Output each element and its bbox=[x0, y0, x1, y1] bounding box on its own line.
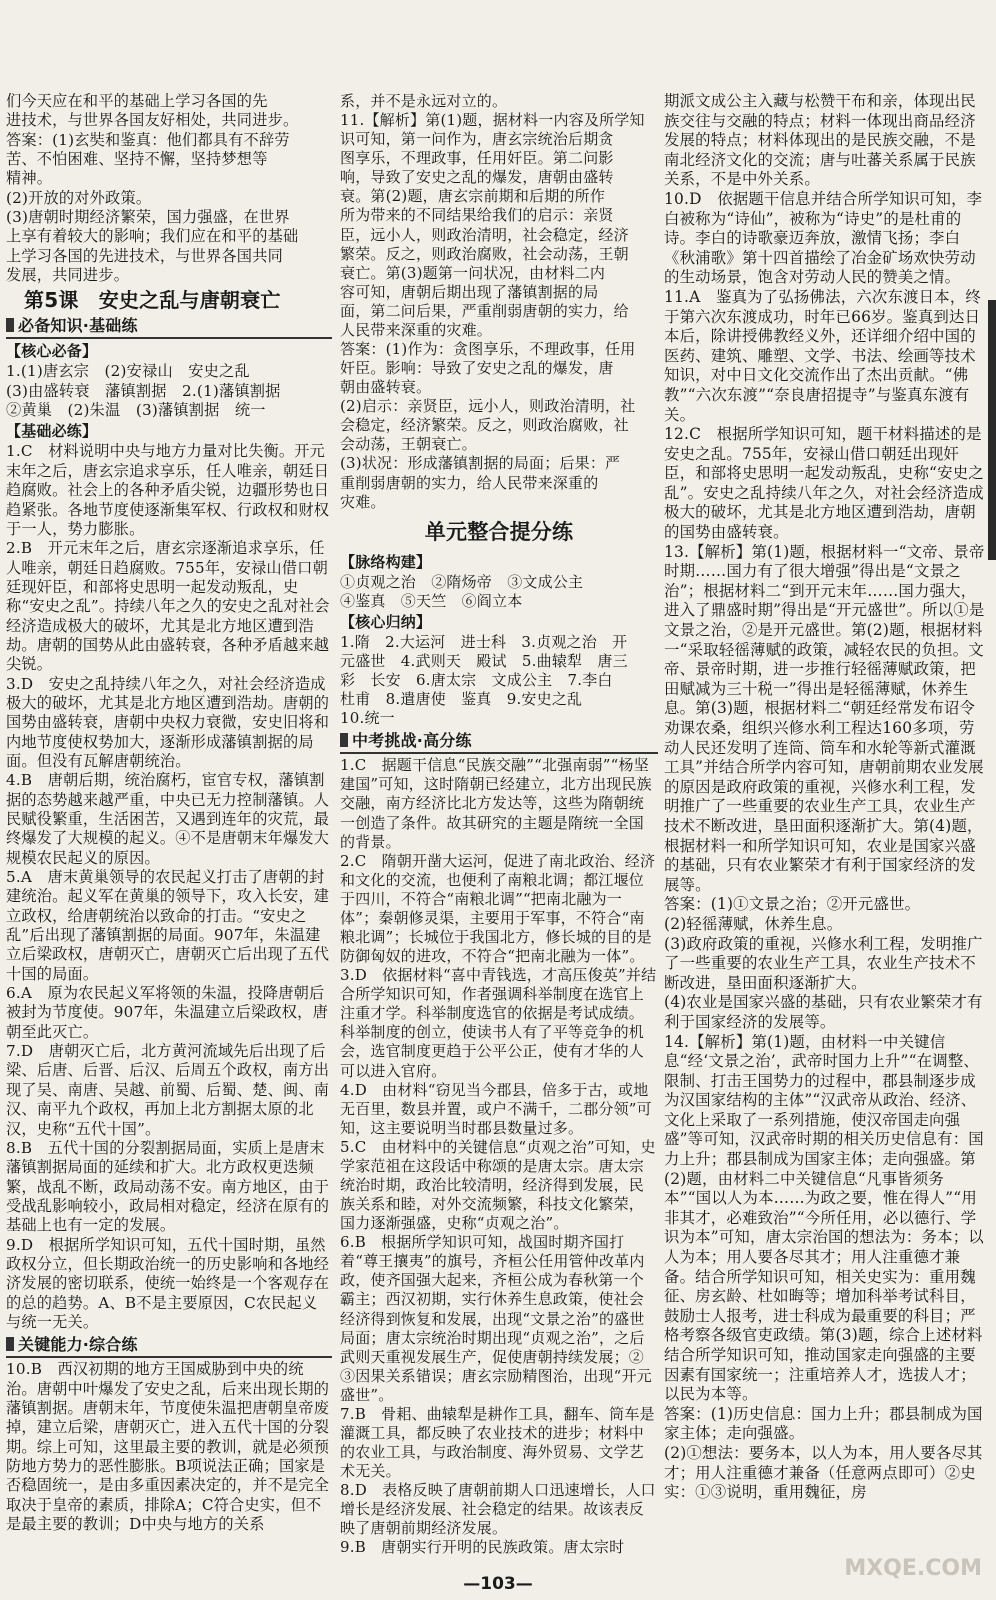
question-list bbox=[664, 190, 988, 895]
answer-line: 10.统一 bbox=[340, 709, 395, 728]
question-answer: 3.D 依据材料“喜中青钱选，才高压俊英”并结合所学知识可知，作者强调科举制度在选官上注重才学。科举制度选官的依据是考试成绩。科举制度的创立，使读书人有了平等竞争的机会，选官制度更趋于公平公正，使有才华的人可以进入官府。 bbox=[340, 966, 657, 1080]
tag-core: 【核心必备】 bbox=[6, 342, 98, 361]
analysis-line: 人民带来深重的灾难。 bbox=[340, 320, 493, 339]
network-answers bbox=[340, 573, 658, 611]
continued-text: 期派文成公主入藏与松赞干布和亲，体现出民族交往与交融的特点；材料一体现出商品经济发展的特点；材料体现出的是民族交融，不是南北经济文化的交流；唐与吐蕃关系属于民族关系，不是中外关系。 bbox=[664, 92, 976, 189]
continued-text: 系，并不是永远对立的。 bbox=[340, 92, 508, 110]
tag-network: 【脉络构建】 bbox=[340, 552, 432, 571]
text-line: 进技术，与世界各国友好相处，共同进步。 bbox=[6, 111, 299, 130]
question-answer: 2.B 开元末年之后，唐玄宗逐渐追求享乐，任人唯亲，朝廷日趋腐败。755年，安禄山借口朝廷现奸臣，和部将史思明一起发动叛乱，史称“安史之乱”。持续八年之久的安史之乱对社会经济造成极大的破坏，尤其是北方地区遭到浩劫。唐朝的国势从此由盛转衰，各种矛盾越来越尖锐。 bbox=[6, 539, 330, 674]
question-answer: 3.D 安史之乱持续八年之久，对社会经济造成极大的破坏，尤其是北方地区遭到浩劫。唐朝的国势由盛转衰，唐朝中央权力衰微，安史旧将和内地节度使权势加大，逐渐形成藩镇割据的局面。但没有瓦解唐朝统治。 bbox=[6, 674, 330, 770]
answer-line: 答案：(1)作为：贪图享乐，不理政事，任用 bbox=[340, 340, 636, 359]
question-answer: 1.C 据题干信息“民族交融”“北强南弱”“杨坚建国”可知，这时隋朝已经建立，北方出现民族交融，南方经济比北方发达等，这些为隋朝统一创造了条件。故其研究的主题是隋统一全国的背景。 bbox=[340, 756, 652, 851]
question-list bbox=[340, 756, 658, 1557]
analysis-line: 容可知，唐朝后期出现了藩镇割据的局 bbox=[340, 282, 599, 301]
question-answer: 5.A 唐末黄巢领导的农民起义打击了唐朝的封建统治。起义军在黄巢的领导下，攻入长安，建立政权，给唐朝统治以致命的打击。“安史之乱”后出现了藩镇割据的局面。907年，朱温建立后梁政权，唐朝灭亡，唐朝灭亡后出现了五代十国的局面。 bbox=[6, 868, 330, 983]
answer-line: 会动荡，王朝衰亡。 bbox=[340, 435, 477, 454]
analysis-line: 图享乐，不理政事，任用奸臣。第二问影 bbox=[340, 149, 614, 168]
section-marker-icon bbox=[6, 318, 14, 332]
page-number: —103— bbox=[463, 1574, 533, 1594]
answer-line: 答案：(1)历史信息：国力上升；郡县制成为国家主体；走向强盛。 bbox=[664, 1404, 983, 1443]
text-line: 精神。 bbox=[6, 169, 53, 188]
question-11-answer bbox=[340, 340, 658, 512]
answer-line: (3)状况：形成藩镇割据的局面；后果：严 bbox=[340, 454, 621, 473]
question-answer: 8.D 表格反映了唐朝前期人口迅速增长，人口增长是经济发展、社会稳定的结果。故该表反映了唐朝前期经济发展。 bbox=[340, 1481, 656, 1538]
answer-line: ①贞观之治 ②隋炀帝 ③文成公主 bbox=[340, 572, 584, 591]
analysis-line: 衰亡。第(3)题第一问状况，由材料二内 bbox=[340, 263, 606, 282]
text-line: (2)开放的对外政策。 bbox=[6, 188, 152, 207]
answer-line: (2)启示：亲贤臣，远小人，则政治清明，社 bbox=[340, 397, 636, 416]
section-marker-icon bbox=[340, 733, 348, 747]
question-answer: 6.B 根据所学知识可知，战国时期齐国打着“尊王攘夷”的旗号，齐桓公任用管仲改革内政，使齐国强大起来，齐桓公成为春秋第一个霸主；西汉初期，实行休养生息政策，使社会经济得到恢复和发展，出现“文景之治”的盛世局面；唐太宗统治时期出现“贞观之治”，之后武则天重视发展生产，促使唐朝持续发展；②③因果关系错误；唐玄宗励精图治，出现“开元盛世”。 bbox=[340, 1233, 652, 1404]
watermark: MXQE.COM bbox=[844, 1556, 982, 1581]
question-13-answer bbox=[664, 895, 988, 1032]
answer-line: 朝由盛转衰。 bbox=[340, 378, 432, 397]
answer-line: ④鉴真 ⑤天竺 ⑥阎立本 bbox=[340, 591, 523, 610]
question-answer: 6.A 原为农民起义军将领的朱温，投降唐朝后被封为节度使。907年，朱温建立后梁政权，唐朝至此灭亡。 bbox=[6, 984, 328, 1041]
question-answer: 1.C 材料说明中央与地方力量对比失衡。开元末年之后，唐玄宗追求享乐，任人唯亲，朝廷日趋腐败。社会上的各种矛盾尖锐，边疆形势也日趋紧张。各地节度使逐渐集军权、行政权和财权于一人，势力膨胀。 bbox=[6, 442, 330, 538]
question-answer: 13.【解析】第(1)题，根据材料一“文帝、景帝时期……国力有了很大增强”得出是“文景之治”；根据材料二“到开元末年……国力强大，进入了鼎盛时期”得出是“开元盛世”。所以①是文景之治，②是开元盛世。第(2)题，根据材料一“采取轻徭薄赋的政策，减轻农民的负担。文帝、景帝时期，进一步推行轻徭薄赋政策，把田赋减为三十税一”得出是轻徭薄赋，休养生息。第(3)题，根据材料二“朝廷经常发布诏令劝课农桑，组织兴修水利工程达160多项，劳动人民还发明了连筒、筒车和水轮等新式灌溉工具”并结合所学内容可知，唐朝前期农业发展的原因是政府政策的重视，兴修水利工程，发明推广了一些重要的农业生产工具，农业生产技术不断改进，垦田面积逐渐扩大。第(4)题，根据材料一和所学知识可知，农业是国家兴盛的基础，只有农业繁荣才有利于国家经济的发展等。 bbox=[664, 542, 985, 894]
question-answer: 4.B 唐朝后期，统治腐朽，宦官专权，藩镇割据的态势越来越严重，中央已无力控制藩镇。人民赋役繁重，生活困苦，又遇到连年的灾荒，最终爆发了大规模的起义。④不是唐朝末年爆发大规模农民起义的原因。 bbox=[6, 771, 330, 867]
answer-line: 彩 长安 6.唐太宗 文成公主 7.李白 bbox=[340, 671, 613, 690]
text-line: 上学习各国的先进技术，与世界各国共同 bbox=[6, 246, 283, 265]
section-header-basic bbox=[6, 315, 332, 339]
answer-block-prev bbox=[6, 92, 332, 285]
analysis-line: 11.【解析】第(1)题，据材料一内容及所学知 bbox=[340, 111, 645, 130]
question-answer: 4.D 由材料“窃见当今郡县，倍多于古，或地无百里，数县并置，或户不满千，二郡分领”可知，这主要说明当时郡县数量过多。 bbox=[340, 1080, 652, 1137]
answer-line: 奸臣。影响：导致了安史之乱的爆发，唐 bbox=[340, 359, 614, 378]
section-header-key bbox=[6, 1334, 332, 1358]
analysis-line: 臣，远小人，则政治清明，社会稳定，经济 bbox=[340, 225, 629, 244]
answer-line: 杜甫 8.遣唐使 鉴真 9.安史之乱 bbox=[340, 690, 583, 709]
question-11 bbox=[340, 111, 658, 340]
analysis-line: 衰。第(2)题，唐玄宗前期和后期的所作 bbox=[340, 187, 606, 206]
column-middle bbox=[340, 92, 658, 1558]
question-answer: 5.C 由材料中的关键信息“贞观之治”可知，史学家范祖在这段话中称颂的是唐太宗。唐太宗统治时期，政治比较清明，经济得到发展，民族关系和睦，对外交流频繁，科技文化繁荣，国力逐渐强盛，史称“贞观之治”。 bbox=[340, 1137, 656, 1233]
text-line: 苦、不怕困难、坚持不懈，坚持梦想等 bbox=[6, 150, 268, 169]
text-line: 发展，共同进步。 bbox=[6, 266, 130, 285]
column-left bbox=[6, 92, 332, 1534]
answer-line: (2)轻徭薄赋，休养生息。 bbox=[664, 914, 843, 933]
text-line: (3)唐朝时期经济繁荣，国力强盛，在世界 bbox=[6, 208, 290, 227]
question-answer: 10.B 西汉初期的地方王国威胁到中央的统治。唐朝中叶爆发了安史之乱，后来出现长期的藩镇割据。唐朝末年，节度使朱温把唐朝皇帝废掉，建立后梁，唐朝灭亡，进入五代十国的分裂期。综上可知，这里最主要的教训，就是必须预防地方势力的恶性膨胀。B项说法正确；国家是否稳固统一，是由多重因素决定的，并不是完全取决于皇帝的素质，排除A；C符合史实，但不是最主要的教训；D中央与地方的关系 bbox=[6, 1360, 330, 1534]
answer-line: (3)政府政策的重视，兴修水利工程，发明推广了一些重要的农业生产工具，农业生产技术不断改进，垦田面积逐渐扩大。 bbox=[664, 934, 983, 992]
text-line: 上享有着较大的影响；我们应在和平的基础 bbox=[6, 227, 299, 246]
section-header-exam bbox=[340, 730, 658, 754]
lesson-title: 第5课 安史之乱与唐朝衰亡 bbox=[24, 288, 281, 313]
question-answer: 7.B 骨耜、曲辕犁是耕作工具，翻车、筒车是灌溉工具，都反映了农业技术的进步；材料中的农业工具，与政治制度、海外贸易、文学艺术无关。 bbox=[340, 1404, 655, 1481]
question-list bbox=[6, 442, 332, 1332]
text-line: 答案：(1)玄奘和鉴真：他们都具有不辞劳 bbox=[6, 130, 290, 149]
answer-line: 1.隋 2.大运河 进士科 3.贞观之治 开 bbox=[340, 632, 628, 651]
answer-line: 会稳定，经济繁荣。反之，则政治腐败，社 bbox=[340, 416, 629, 435]
question-answer: 9.B 唐朝实行开明的民族政策。唐太宗时 bbox=[340, 1538, 625, 1557]
analysis-line: 响，导致了安史之乱的爆发，唐朝由盛转 bbox=[340, 168, 614, 187]
question-answer: 11.A 鉴真为了弘扬佛法，六次东渡日本，终于第六次东渡成功，时年已66岁。鉴真到达日本后，除讲授佛教经义外，还详细介绍中国的医药、建筑、雕塑、文学、书法、绘画等技术知识，对中日文化交流作出了杰出贡献。“佛教”“六次东渡”“奈良唐招提寺”与鉴真东渡有关。 bbox=[664, 287, 982, 424]
core-answers bbox=[6, 362, 332, 420]
analysis-line: 面，第二问后果，严重削弱唐朝的实力，给 bbox=[340, 301, 629, 320]
question-answer: 10.D 依据题干信息并结合所学知识可知，李白被称为“诗仙”，被称为“诗史”的是杜甫的诗。李白的诗歌豪迈奔放，激情飞扬；李白《秋浦歌》第十四首描绘了冶金矿场欢快劳动的生动场景，饱含对劳动人民的赞美之情。 bbox=[664, 189, 983, 287]
answer-line: 灾难。 bbox=[340, 492, 386, 511]
answer-line: 重削弱唐朝的实力，给人民带来深重的 bbox=[340, 473, 599, 492]
answer-line: (4)农业是国家兴盛的基础，只有农业繁荣才有利于国家经济的发展等。 bbox=[664, 993, 983, 1031]
answer-line: (2)①想法：要务本，以人为本，用人要各尽其才；用人注重德才兼备（任意两点即可）②史实：①③说明，重用魏征，房 bbox=[664, 1443, 983, 1502]
text-line: 们今天应在和平的基础上学习各国的先 bbox=[6, 92, 268, 110]
question-answer: 7.D 唐朝灭亡后，北方黄河流域先后出现了后梁、后唐、后晋、后汉、后周五个政权，南方出现了吴、南唐、吴越、前蜀、后蜀、楚、闽、南汉、南平九个政权，再加上北方割据太原的北汉，史称“五代十国”。 bbox=[6, 1042, 330, 1138]
analysis-line: 繁荣。反之，则政治腐败，社会动荡，王朝 bbox=[340, 244, 629, 263]
column-right bbox=[664, 92, 988, 1503]
analysis-line: 所为带来的不同结果给我们的启示：亲贤 bbox=[340, 206, 614, 225]
analysis-line: 识可知，第一问作为，唐玄宗统治后期贪 bbox=[340, 130, 614, 149]
question-answer: 9.D 根据所学知识可知，五代十国时期，虽然政权分立，但长期政治统一的历史影响和各地经济发展的密切联系，使统一始终是一个客观存在的总的趋势。A、B不是主要原因，C农民起义与统一无关。 bbox=[6, 1235, 330, 1331]
section-label: 关键能力·综合练 bbox=[18, 1335, 138, 1355]
tag-summary: 【核心归纳】 bbox=[340, 612, 432, 631]
answer-line: 答案：(1)①文景之治；②开元盛世。 bbox=[664, 895, 921, 914]
tag-base: 【基础必练】 bbox=[6, 422, 98, 441]
answer-line: ②黄巢 (2)朱温 (3)藩镇割据 统一 bbox=[6, 401, 266, 420]
question-answer: 8.B 五代十国的分裂割据局面，实质上是唐末藩镇割据局面的延续和扩大。北方政权更迭频繁，战乱不断，政局动荡不安。南方地区，由于受战乱影响较小，政局相对稳定，经济在原有的基础上也有一定的发展。 bbox=[6, 1138, 330, 1235]
answer-line: (3)由盛转衰 藩镇割据 2.(1)藩镇割据 bbox=[6, 381, 281, 400]
summary-answers bbox=[340, 633, 658, 728]
answer-line: 1.(1)唐玄宗 (2)安禄山 安史之乱 bbox=[6, 362, 250, 381]
answer-line: 元盛世 4.武则天 殿试 5.曲辕犁 唐三 bbox=[340, 651, 628, 670]
question-14: 14.【解析】第(1)题，由材料一中关键信息“经‘文景之治’，武帝时国力上升”“在调整、限制、打击王国势力的过程中，郡县制逐步成为汉国家结构的主体”“汉武帝从政治、经济、文化上采取了一系列措施，使汉帝国走向强盛”等可知，汉武帝时期的相关历史信息有：国力上升；郡县制成为国家主体；走向强盛。第(2)题，由材料二中关键信息“凡事皆须务本”“国以人为本……为政之要，惟在得人”“用非其才，必难致治”“今所任用，必以德行、学识为本”可知，唐太宗治国的想法为：务本；以人为本；用人要各尽其才；用人注重德才兼备。结合所学知识可知，相关史实为：重用魏征、房玄龄、杜如晦等；增加科举考试科目，鼓励士人报考，进士科成为最重要的科目；严格考察各级官吏政绩。第(3)题，综合上述材料结合所学知识可知，推动国家走向强盛的主要因素有国家统一；注重培养人才，选拔人才；以民为本等。 bbox=[664, 1032, 984, 1404]
unit-title: 单元整合提分练 bbox=[424, 519, 574, 544]
question-answer: 12.C 根据所学知识可知，题干材料描述的是安史之乱。755年，安禄山借口朝廷出现奸臣，和部将史思明一起发动叛乱，史称“安史之乱”。安史之乱持续八年之久，对社会经济造成极大的破坏，尤其是北方地区遭到浩劫，唐朝的国势由盛转衰。 bbox=[664, 425, 984, 542]
section-label: 中考挑战·高分练 bbox=[352, 731, 472, 751]
question-answer: 2.C 隋朝开凿大运河，促进了南北政治、经济和文化的交流，也便利了南粮北调；都江堰位于四川，不符合“南粮北调”“把南北融为一体”；秦朝修灵渠，主要用于军事，不符合“南粮北调”；长城位于我国北方，修长城的目的是防御匈奴的进攻，不符合“把南北融为一体”。 bbox=[340, 851, 656, 966]
page-edge-marker bbox=[988, 300, 996, 560]
section-marker-icon bbox=[6, 1337, 14, 1351]
section-label: 必备知识·基础练 bbox=[18, 316, 138, 336]
question-14-answer bbox=[664, 1405, 988, 1503]
